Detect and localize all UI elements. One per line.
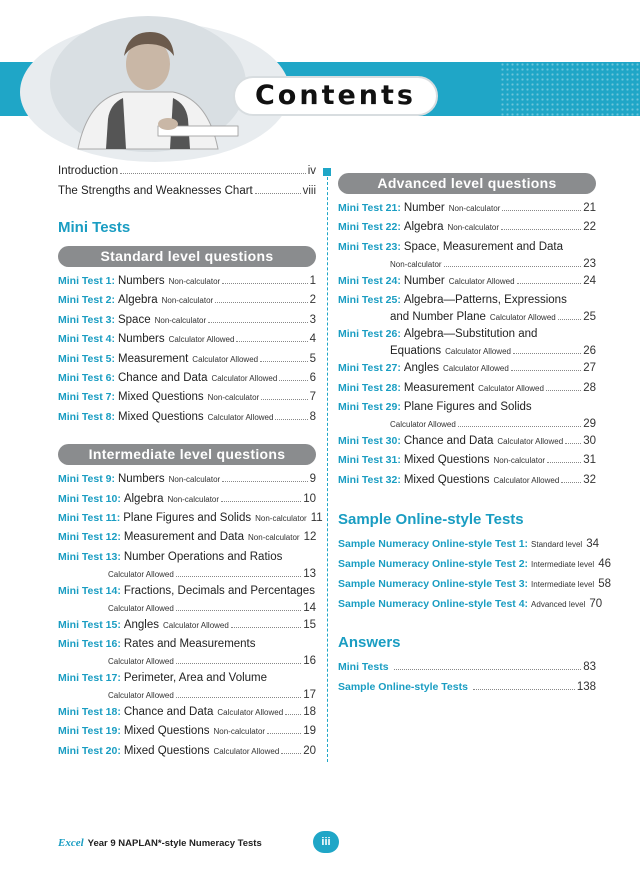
entry-page: 24 bbox=[583, 274, 596, 287]
leader-dots bbox=[394, 669, 582, 670]
entry-topic: Chance and Data bbox=[403, 434, 494, 447]
leader-dots bbox=[176, 663, 301, 664]
leader-dots bbox=[231, 627, 301, 628]
entry-topic: Numbers bbox=[117, 473, 165, 486]
entry-page: 15 bbox=[303, 618, 316, 631]
entry-topic: Mixed Questions bbox=[117, 410, 204, 423]
entry-note: Intermediate level bbox=[531, 560, 595, 570]
page-number-badge: iii bbox=[313, 831, 339, 853]
entry-note: Calculator Allowed bbox=[478, 383, 544, 393]
toc-entry[interactable] bbox=[58, 372, 316, 391]
entry-label: Mini Test 30: bbox=[338, 434, 401, 447]
entry-topic: Perimeter, Area and Volume bbox=[123, 672, 268, 685]
entry-topic: Mixed Questions bbox=[117, 391, 204, 404]
toc-entry[interactable] bbox=[338, 221, 596, 240]
leader-dots bbox=[473, 689, 575, 690]
entry-label: Mini Test 31: bbox=[338, 454, 401, 467]
toc-entry[interactable] bbox=[58, 725, 316, 744]
entry-topic: Mixed Questions bbox=[403, 454, 490, 467]
entry-label: Mini Test 25: bbox=[338, 294, 401, 307]
brand-logo: Excel bbox=[58, 837, 84, 849]
entry-label: Mini Test 29: bbox=[338, 400, 401, 413]
entry-page: 23 bbox=[583, 257, 596, 270]
toc-entry[interactable] bbox=[338, 661, 596, 681]
entry-note: Non-calculator bbox=[213, 727, 266, 737]
entry-label: Mini Test 23: bbox=[338, 240, 401, 253]
entry-topic: Algebra bbox=[117, 294, 158, 307]
toc-entry[interactable] bbox=[338, 362, 596, 381]
entry-page: 16 bbox=[303, 655, 316, 668]
entry-page: 34 bbox=[586, 538, 599, 551]
entry-note: Calculator Allowed bbox=[163, 620, 229, 630]
entry-page: 70 bbox=[589, 598, 603, 611]
column-divider bbox=[327, 172, 328, 762]
entry-title: The Strengths and Weaknesses Chart bbox=[58, 185, 253, 197]
entry-page: 21 bbox=[583, 202, 596, 214]
footer-text: Year 9 NAPLAN*-style Numeracy Tests bbox=[87, 838, 262, 849]
toc-entry[interactable] bbox=[58, 638, 316, 672]
entry-label: Mini Test 16: bbox=[58, 638, 121, 651]
entry-note: Non-calculator bbox=[248, 533, 300, 543]
leader-dots bbox=[261, 399, 307, 400]
entry-page: 29 bbox=[583, 417, 596, 430]
entry-note: Calculator Allowed bbox=[207, 412, 274, 422]
entry-page: 19 bbox=[303, 725, 316, 738]
entry-note: Non-calculator bbox=[255, 513, 307, 523]
toc-entry[interactable] bbox=[58, 745, 316, 764]
toc-entry[interactable] bbox=[58, 706, 316, 725]
toc-entry[interactable] bbox=[338, 401, 596, 435]
entry-label: Mini Test 18: bbox=[58, 706, 121, 719]
entry-topic: Fractions, Decimals and Percentages bbox=[123, 584, 315, 597]
entry-topic: Mixed Questions bbox=[123, 725, 210, 738]
entry-note: Calculator Allowed bbox=[489, 313, 556, 323]
toc-entry-introduction[interactable] bbox=[58, 165, 316, 185]
entry-note: Non-calculator bbox=[207, 393, 260, 403]
entry-label: Sample Numeracy Online-style Test 3: bbox=[338, 578, 529, 591]
leader-dots bbox=[511, 370, 581, 371]
entry-note: Calculator Allowed bbox=[493, 475, 560, 485]
leader-dots bbox=[565, 443, 581, 444]
toc-entry[interactable] bbox=[58, 411, 316, 430]
entry-topic: Number bbox=[403, 202, 445, 214]
entry-topic: Measurement and Data bbox=[123, 531, 245, 544]
entry-page: 11 bbox=[310, 511, 323, 524]
toc-entry[interactable] bbox=[58, 619, 316, 638]
entry-page: 5 bbox=[309, 352, 316, 365]
toc-entry[interactable] bbox=[58, 672, 316, 706]
toc-entry[interactable] bbox=[338, 275, 596, 294]
entry-note: Non-calculator bbox=[447, 223, 500, 233]
entry-label: Mini Test 9: bbox=[58, 473, 115, 486]
entry-label: Mini Test 15: bbox=[58, 618, 121, 631]
toc-entry[interactable] bbox=[338, 435, 596, 454]
entry-page: 30 bbox=[583, 434, 596, 447]
leader-dots bbox=[236, 341, 307, 342]
toc-entry[interactable] bbox=[338, 538, 599, 558]
entry-page: 83 bbox=[583, 661, 596, 674]
entry-label: Mini Test 27: bbox=[338, 362, 401, 375]
section-heading-mini-tests: Mini Tests bbox=[58, 219, 131, 236]
entry-note: Calculator Allowed bbox=[448, 276, 515, 286]
toc-entry[interactable] bbox=[338, 241, 596, 275]
entry-label: Mini Test 2: bbox=[58, 294, 115, 307]
entry-topic: Chance and Data bbox=[117, 371, 208, 384]
entry-topic: Plane Figures and Solids bbox=[403, 400, 532, 413]
entry-page: iv bbox=[307, 165, 316, 177]
entry-page: 4 bbox=[309, 333, 316, 346]
entry-note: Non-calculator bbox=[154, 315, 207, 325]
entry-topic: Algebra—Patterns, Expressions bbox=[403, 294, 567, 307]
leader-dots bbox=[267, 733, 301, 734]
entry-label: Sample Online-style Tests bbox=[338, 681, 468, 694]
toc-entry[interactable] bbox=[338, 454, 596, 473]
banner-pattern bbox=[500, 62, 640, 116]
entry-label: Mini Test 5: bbox=[58, 352, 115, 365]
toc-entry[interactable] bbox=[58, 531, 316, 550]
entry-label: Sample Numeracy Online-style Test 4: bbox=[338, 598, 529, 611]
entry-label: Mini Test 20: bbox=[58, 744, 121, 757]
entry-note: Calculator Allowed bbox=[211, 373, 278, 383]
leader-dots bbox=[221, 501, 301, 502]
toc-entry[interactable] bbox=[338, 558, 611, 578]
entry-note: Non-calculator bbox=[448, 204, 501, 213]
entry-page: 27 bbox=[583, 362, 596, 375]
entry-page: viii bbox=[302, 185, 316, 197]
level-heading-intermediate: Intermediate level questions bbox=[58, 444, 316, 465]
leader-dots bbox=[260, 361, 307, 362]
toc-entry[interactable] bbox=[338, 578, 611, 598]
entry-label: Mini Test 22: bbox=[338, 221, 401, 234]
entry-label: Mini Test 19: bbox=[58, 725, 121, 738]
toc-entry[interactable] bbox=[58, 511, 323, 531]
entry-topic: Numbers bbox=[117, 275, 165, 287]
entry-topic: Rates and Measurements bbox=[123, 638, 256, 651]
toc-entry[interactable] bbox=[58, 493, 316, 512]
entry-label: Mini Test 8: bbox=[58, 410, 115, 423]
entry-topic: Numbers bbox=[117, 333, 165, 346]
entry-label: Mini Test 3: bbox=[58, 313, 115, 326]
entry-topic: Measurement bbox=[403, 381, 475, 394]
leader-dots bbox=[281, 753, 301, 754]
toc-entry[interactable] bbox=[58, 551, 316, 585]
leader-dots bbox=[279, 380, 307, 381]
entry-topic: Mixed Questions bbox=[403, 473, 490, 486]
toc-entry[interactable] bbox=[338, 474, 596, 493]
entry-topic: Algebra bbox=[403, 221, 444, 234]
entry-topic-cont: Equations bbox=[390, 345, 442, 358]
entry-note: Calculator Allowed bbox=[443, 364, 509, 374]
toc-entry[interactable] bbox=[58, 275, 316, 294]
entry-label: Mini Test 11: bbox=[58, 511, 121, 524]
entry-label: Mini Test 1: bbox=[58, 275, 115, 287]
entry-note: Calculator Allowed bbox=[497, 436, 564, 446]
entry-topic: Mixed Questions bbox=[123, 744, 210, 757]
leader-dots bbox=[176, 576, 301, 577]
entry-label: Mini Test 10: bbox=[58, 492, 121, 505]
section-heading-answers: Answers bbox=[338, 634, 401, 652]
entry-note: Calculator Allowed bbox=[108, 691, 174, 701]
entry-topic: Algebra—Substitution and bbox=[403, 328, 538, 341]
entry-topic: Number Operations and Ratios bbox=[123, 550, 283, 563]
entry-topic: Angles bbox=[403, 362, 439, 375]
entry-note: Calculator Allowed bbox=[217, 708, 284, 718]
entry-label: Mini Test 28: bbox=[338, 381, 401, 394]
entry-page: 58 bbox=[598, 578, 611, 591]
entry-note: Non-calculator bbox=[161, 296, 214, 306]
entry-page: 31 bbox=[583, 454, 596, 467]
entry-page: 14 bbox=[303, 601, 316, 614]
entry-topic: Angles bbox=[123, 618, 159, 631]
level-heading-advanced: Advanced level questions bbox=[338, 173, 596, 194]
entry-topic: Chance and Data bbox=[123, 706, 214, 719]
leader-dots bbox=[444, 266, 582, 267]
entry-page: 26 bbox=[583, 345, 596, 358]
toc-entry[interactable] bbox=[338, 382, 596, 401]
entry-page: 1 bbox=[309, 275, 316, 287]
page-title bbox=[233, 76, 438, 116]
entry-note: Advanced level bbox=[531, 600, 586, 610]
toc-entry[interactable] bbox=[58, 294, 316, 313]
leader-dots bbox=[176, 610, 301, 611]
entry-note: Non-calculator bbox=[168, 277, 221, 286]
toc-entry[interactable] bbox=[58, 353, 316, 372]
toc-entry[interactable] bbox=[58, 473, 316, 492]
entry-label: Mini Test 26: bbox=[338, 328, 401, 341]
toc-entry[interactable] bbox=[58, 333, 316, 352]
entry-note: Non-calculator bbox=[390, 259, 442, 269]
entry-note: Calculator Allowed bbox=[108, 657, 174, 667]
entry-page: 12 bbox=[303, 531, 317, 544]
entry-label: Mini Test 13: bbox=[58, 550, 121, 563]
entry-topic: Algebra bbox=[123, 492, 164, 505]
entry-page: 25 bbox=[583, 311, 596, 324]
leader-dots bbox=[222, 481, 307, 482]
entry-label: Mini Test 6: bbox=[58, 371, 115, 384]
leader-dots bbox=[501, 229, 581, 230]
entry-label: Sample Numeracy Online-style Test 2: bbox=[338, 558, 529, 571]
leader-dots bbox=[547, 462, 581, 463]
entry-label: Mini Test 21: bbox=[338, 202, 401, 214]
entry-label: Mini Test 24: bbox=[338, 274, 401, 287]
toc-entry[interactable] bbox=[338, 294, 596, 328]
entry-label: Mini Test 17: bbox=[58, 672, 121, 685]
entry-page: 28 bbox=[583, 381, 596, 394]
entry-page: 13 bbox=[303, 567, 316, 580]
toc-entry[interactable] bbox=[338, 598, 603, 618]
entry-note: Intermediate level bbox=[531, 580, 595, 590]
entry-title: Introduction bbox=[58, 165, 119, 177]
leader-dots bbox=[546, 390, 581, 391]
entry-page: 9 bbox=[309, 473, 316, 486]
leader-dots bbox=[558, 319, 581, 320]
entry-note: Calculator Allowed bbox=[390, 419, 456, 429]
footer bbox=[58, 837, 262, 849]
entry-label: Sample Numeracy Online-style Test 1: bbox=[338, 538, 529, 551]
entry-note: Non-calculator bbox=[493, 456, 546, 466]
entry-page: 17 bbox=[303, 689, 316, 702]
level-heading-standard: Standard level questions bbox=[58, 246, 316, 267]
page-title-text: Contents bbox=[254, 80, 416, 111]
leader-dots bbox=[275, 419, 307, 420]
entry-note: Calculator Allowed bbox=[108, 569, 174, 579]
leader-dots bbox=[176, 697, 301, 698]
entry-note: Calculator Allowed bbox=[108, 603, 174, 613]
toc-entry[interactable] bbox=[58, 585, 316, 619]
entry-page: 8 bbox=[309, 410, 316, 423]
leader-dots bbox=[502, 210, 581, 211]
entry-page: 6 bbox=[309, 371, 316, 384]
leader-dots bbox=[120, 173, 306, 174]
entry-note: Calculator Allowed bbox=[168, 335, 235, 345]
entry-label: Mini Tests bbox=[338, 661, 389, 674]
leader-dots bbox=[222, 283, 307, 284]
entry-page: 18 bbox=[303, 706, 316, 719]
student-photo bbox=[48, 14, 248, 154]
entry-topic: Measurement bbox=[117, 352, 189, 365]
entry-note: Standard level bbox=[531, 540, 583, 550]
entry-label: Mini Test 32: bbox=[338, 473, 401, 486]
entry-note: Non-calculator bbox=[168, 475, 221, 485]
entry-note: Calculator Allowed bbox=[445, 347, 511, 357]
leader-dots bbox=[513, 353, 581, 354]
entry-page: 10 bbox=[303, 492, 316, 505]
entry-note: Calculator Allowed bbox=[192, 354, 259, 364]
entry-page: 3 bbox=[309, 313, 316, 326]
toc-entry[interactable] bbox=[58, 314, 316, 333]
leader-dots bbox=[255, 193, 301, 194]
toc-entry[interactable] bbox=[338, 681, 596, 701]
leader-dots bbox=[458, 426, 581, 427]
entry-page: 2 bbox=[309, 294, 316, 307]
section-heading-sample-tests: Sample Online-style Tests bbox=[338, 511, 524, 529]
entry-page: 138 bbox=[576, 681, 596, 694]
leader-dots bbox=[215, 302, 307, 303]
entry-page: 32 bbox=[583, 473, 596, 486]
entry-page: 46 bbox=[598, 558, 611, 571]
entry-topic: Plane Figures and Solids bbox=[123, 511, 252, 524]
right-column bbox=[338, 165, 611, 701]
entry-label: Mini Test 14: bbox=[58, 584, 121, 597]
leader-dots bbox=[208, 322, 307, 323]
entry-note: Calculator Allowed bbox=[213, 746, 280, 756]
entry-note: Non-calculator bbox=[167, 494, 220, 504]
entry-label: Mini Test 7: bbox=[58, 391, 115, 404]
entry-topic: Number bbox=[403, 274, 445, 287]
leader-dots bbox=[285, 714, 301, 715]
entry-label: Mini Test 12: bbox=[58, 531, 121, 544]
toc-entry[interactable] bbox=[58, 391, 316, 410]
entry-page: 7 bbox=[309, 391, 316, 404]
entry-topic-cont: and Number Plane bbox=[390, 311, 486, 324]
leader-dots bbox=[561, 482, 581, 483]
entry-page: 20 bbox=[303, 744, 316, 757]
toc-entry[interactable] bbox=[338, 328, 596, 362]
leader-dots bbox=[517, 283, 582, 284]
entry-page: 22 bbox=[583, 221, 596, 234]
entry-label: Mini Test 4: bbox=[58, 333, 115, 346]
entry-topic: Space, Measurement and Data bbox=[403, 240, 564, 253]
entry-topic: Space bbox=[117, 313, 151, 326]
left-column bbox=[58, 165, 323, 764]
toc-entry[interactable] bbox=[338, 202, 596, 221]
toc-entry-strengths-chart[interactable] bbox=[58, 185, 316, 205]
